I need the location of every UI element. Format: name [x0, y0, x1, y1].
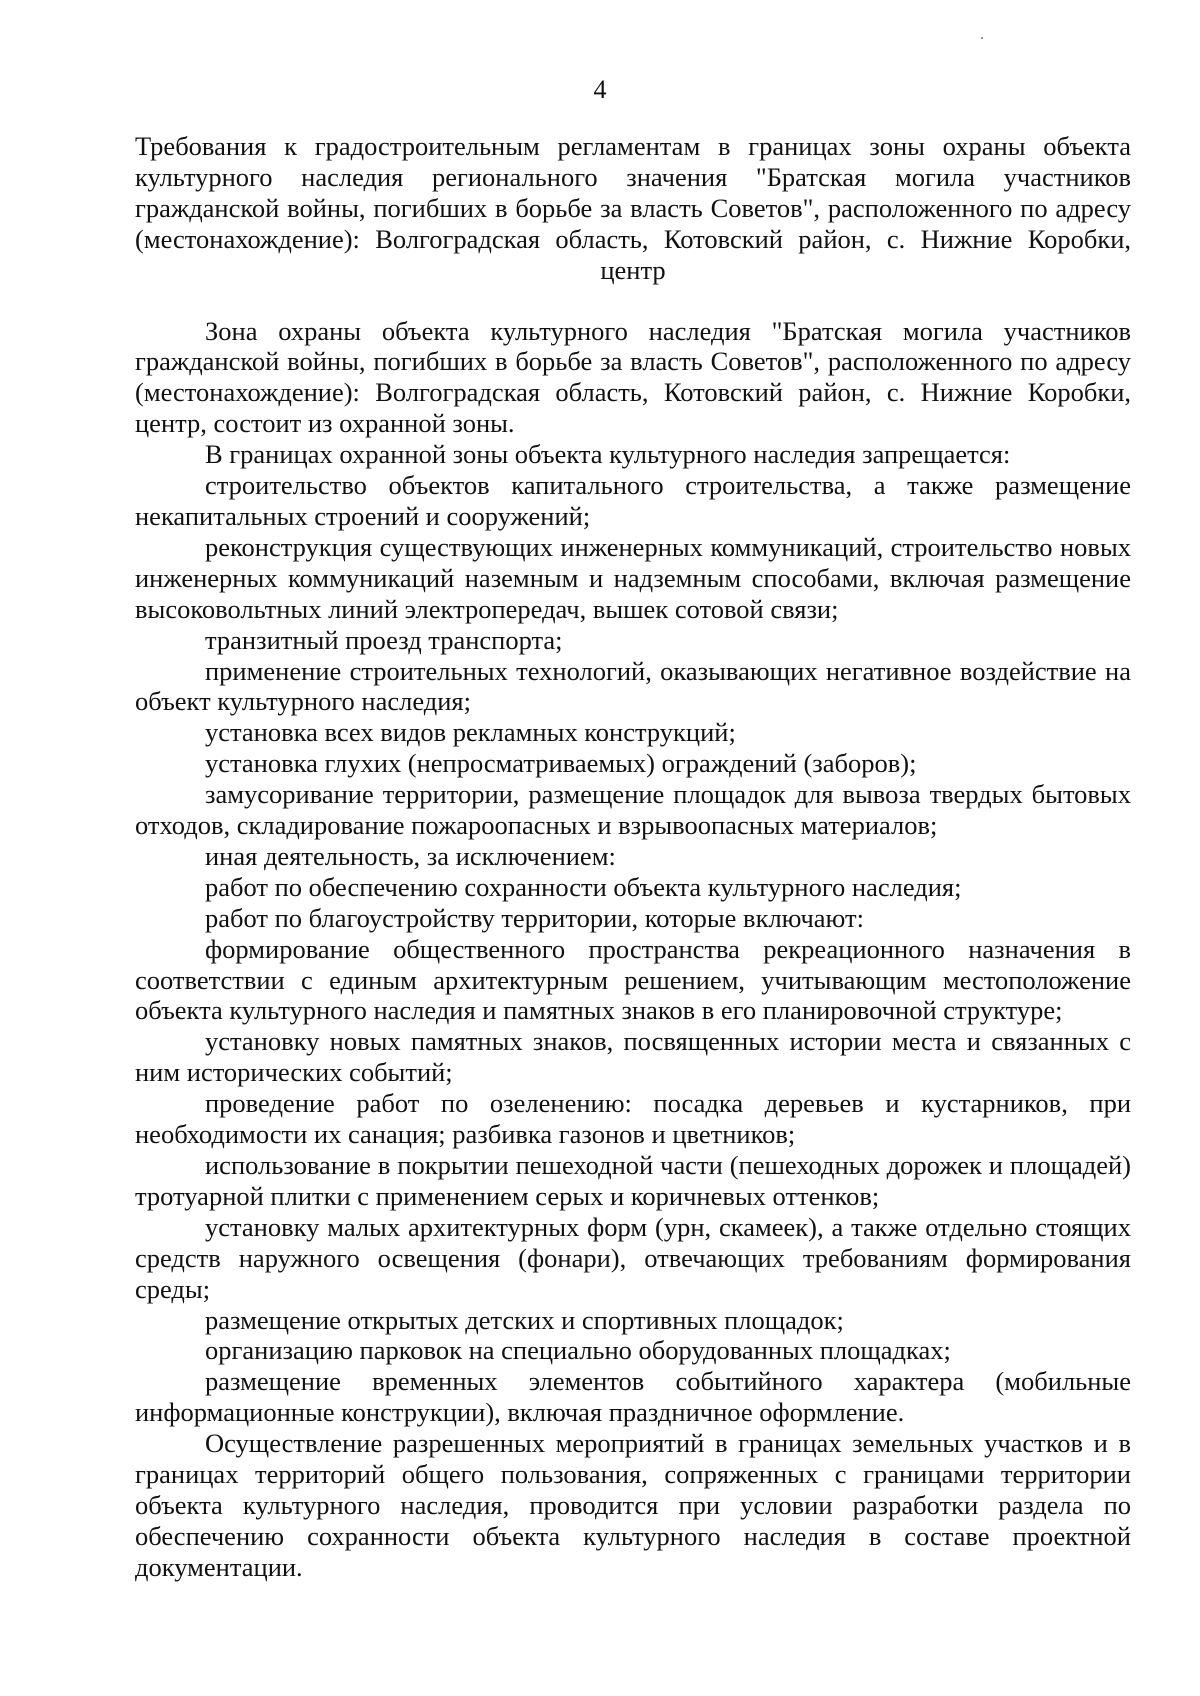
heading-spacer — [135, 286, 1131, 316]
list-item: организацию парковок на специально оборудованных площадках; — [205, 1335, 951, 1366]
list-item: реконструкция существующих инженерных коммуникаций, строительство новых инженерных коммуникаций наземным и надземным способами, включая размещение высоковольтных линий электропередач, вышек сотовой связи; — [135, 531, 1131, 624]
paragraph-zone-composition: Зона охраны объекта культурного наследия "Братская могила участников гражданской войны, погибших в борьбе за власть Советов", расположенного по адресу (местонахождение): Волгоградская область, Котовский район, с. Нижние Коробки, центр, состоит из охранной зоны. — [135, 315, 1131, 439]
list-item: иная деятельность, за исключением: — [205, 840, 616, 871]
paragraph-prohibitions-intro: В границах охранной зоны объекта культурного наследия запрещается: — [205, 439, 1011, 470]
list-item: размещение временных элементов событийного характера (мобильные информационные конструкции), включая праздничное оформление. — [135, 1366, 1131, 1428]
list-item: проведение работ по озеленению: посадка деревьев и кустарников, при необходимости их санация; разбивка газонов и цветников; — [135, 1088, 1131, 1150]
list-item: работ по благоустройству территории, которые включают: — [205, 902, 864, 933]
paragraph-conditions: Осуществление разрешенных мероприятий в границах земельных участков и в границах территорий общего пользования, сопряженных с границами территории объекта культурного наследия, проводится при условии разработки раздела по обеспечению сохранности объекта культурного наследия в составе проектной документации. — [135, 1428, 1131, 1582]
page-number: 4 — [593, 75, 607, 104]
list-item: применение строительных технологий, оказывающих негативное воздействие на объект культурного наследия; — [135, 655, 1131, 717]
list-item: установку новых памятных знаков, посвященных истории места и связанных с ним исторических событий; — [135, 1026, 1131, 1088]
list-item: установку малых архитектурных форм (урн, скамеек), а также отдельно стоящих средств наружного освещения (фонари), отвечающих требованиям формирования среды; — [135, 1211, 1131, 1304]
list-item: размещение открытых детских и спортивных площадок; — [205, 1304, 844, 1335]
list-item: использование в покрытии пешеходной части (пешеходных дорожек и площадей) тротуарной плитки с применением серых и коричневых оттенков; — [135, 1150, 1131, 1211]
list-item: установка всех видов рекламных конструкций; — [205, 717, 736, 748]
document-body — [135, 131, 1131, 1583]
scan-artifact-dot — [981, 37, 983, 39]
list-item: работ по обеспечению сохранности объекта культурного наследия; — [205, 871, 962, 902]
list-item: строительство объектов капитального строительства, а также размещение некапитальных строений и сооружений; — [135, 470, 1131, 531]
list-item: замусоривание территории, размещение площадок для вывоза твердых бытовых отходов, складирование пожароопасных и взрывоопасных материалов; — [135, 779, 1131, 841]
document-heading: Требования к градостроительным регламентам в границах зоны охраны объекта культурного наследия регионального значения "Братская могила участников гражданской войны, погибших в борьбе за власть Советов", расположенного по адресу (местонахождение): Волгоградская область, Котовский район, с. Нижние Коробки, центр — [135, 131, 1131, 285]
list-item: формирование общественного пространства рекреационного назначения в соответствии с единым архитектурным решением, учитывающим местоположение объекта культурного наследия и памятных знаков в его планировочной структуре; — [135, 933, 1131, 1026]
list-item: транзитный проезд транспорта; — [205, 624, 563, 655]
list-item: установка глухих (непросматриваемых) ограждений (заборов); — [205, 748, 917, 779]
